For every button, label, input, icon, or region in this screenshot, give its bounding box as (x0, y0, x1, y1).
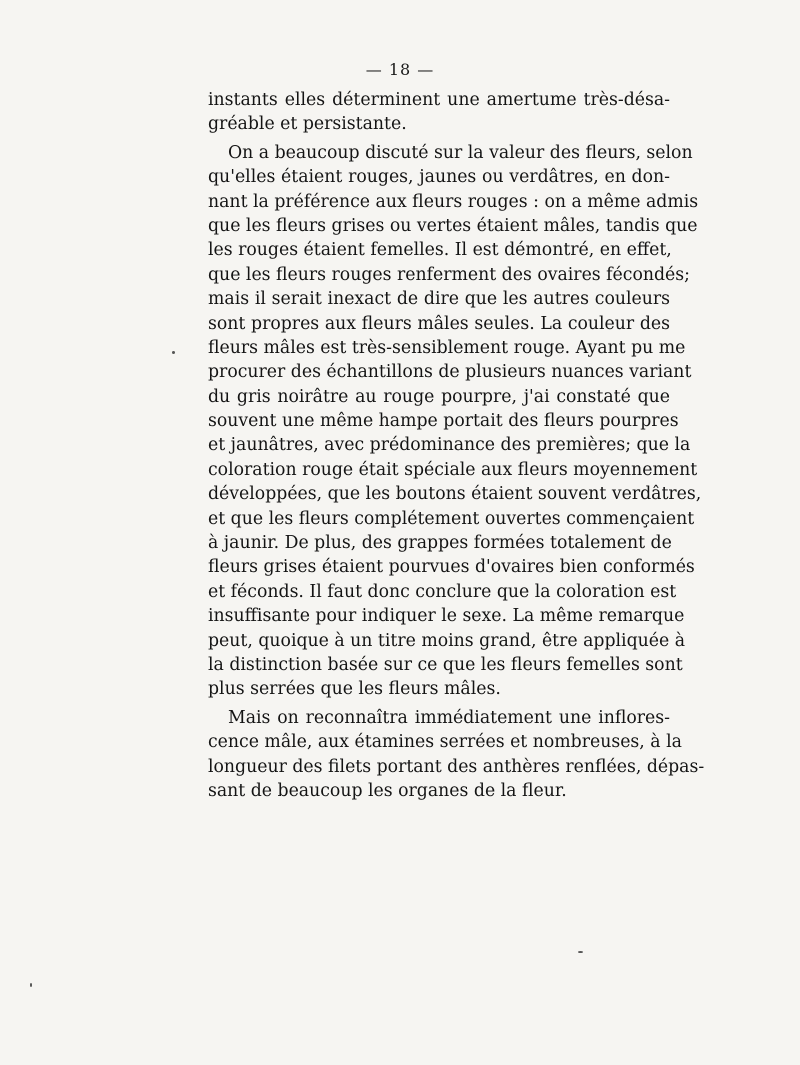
text-line: nant la préférence aux fleurs rouges : on a même admis (208, 191, 699, 212)
text-line: sant de beaucoup les organes de la fleur. (208, 780, 567, 801)
text-line: que les fleurs grises ou vertes étaient mâles, tandis que (208, 215, 698, 236)
text-line: insuffisante pour indiquer le sexe. La même remarque (208, 606, 685, 627)
text-line: que les fleurs rouges renferment des ovaires fécondés; (208, 264, 690, 285)
paragraph (208, 706, 705, 804)
paragraph (208, 88, 670, 137)
text-line: procurer des échantillons de plusieurs nuances variant (208, 362, 692, 383)
text-line: et féconds. Il faut donc conclure que la coloration est (208, 581, 677, 602)
text-line: plus serrées que les fleurs mâles. (208, 679, 501, 700)
body-text (208, 88, 705, 803)
text-line: Mais on reconnaîtra immédiatement une inflores- (228, 707, 670, 728)
paper-speck (172, 351, 175, 354)
text-line: cence mâle, aux étamines serrées et nombreuses, à la (208, 732, 682, 753)
text-line: la distinction basée sur ce que les fleurs femelles sont (208, 654, 683, 675)
text-line: gréable et persistante. (208, 114, 407, 135)
text-line: souvent une même hampe portait des fleurs pourpres (208, 411, 679, 432)
text-line: et jaunâtres, avec prédominance des premières; que la (208, 435, 691, 456)
text-line: longueur des filets portant des anthères renflées, dépas- (208, 756, 705, 777)
text-line: du gris noirâtre au rouge pourpre, j'ai constaté que (208, 386, 670, 407)
text-line: à jaunir. De plus, des grappes formées totalement de (208, 533, 672, 554)
paper-speck (30, 983, 32, 987)
text-line: coloration rouge était spéciale aux fleurs moyennement (208, 459, 698, 480)
text-line: mais il serait inexact de dire que les autres couleurs (208, 289, 670, 310)
text-line: développées, que les boutons étaient souvent verdâtres, (208, 484, 702, 505)
paper-speck (578, 951, 583, 953)
text-line: peut, quoique à un titre moins grand, être appliquée à (208, 630, 686, 651)
text-line: les rouges étaient femelles. Il est démontré, en effet, (208, 240, 672, 261)
text-line: sont propres aux fleurs mâles seules. La couleur des (208, 313, 670, 334)
paragraph (208, 141, 702, 702)
text-line: qu'elles étaient rouges, jaunes ou verdâtres, en don- (208, 167, 670, 188)
text-line: et que les fleurs complétement ouvertes commençaient (208, 508, 695, 529)
page-number: — 18 — (365, 60, 435, 79)
text-line: On a beaucoup discuté sur la valeur des fleurs, selon (228, 142, 693, 163)
text-line: fleurs mâles est très-sensiblement rouge. Ayant pu me (208, 337, 686, 358)
text-line: fleurs grises étaient pourvues d'ovaires bien conformés (208, 557, 695, 578)
text-line: instants elles déterminent une amertume très-désa- (208, 90, 670, 110)
